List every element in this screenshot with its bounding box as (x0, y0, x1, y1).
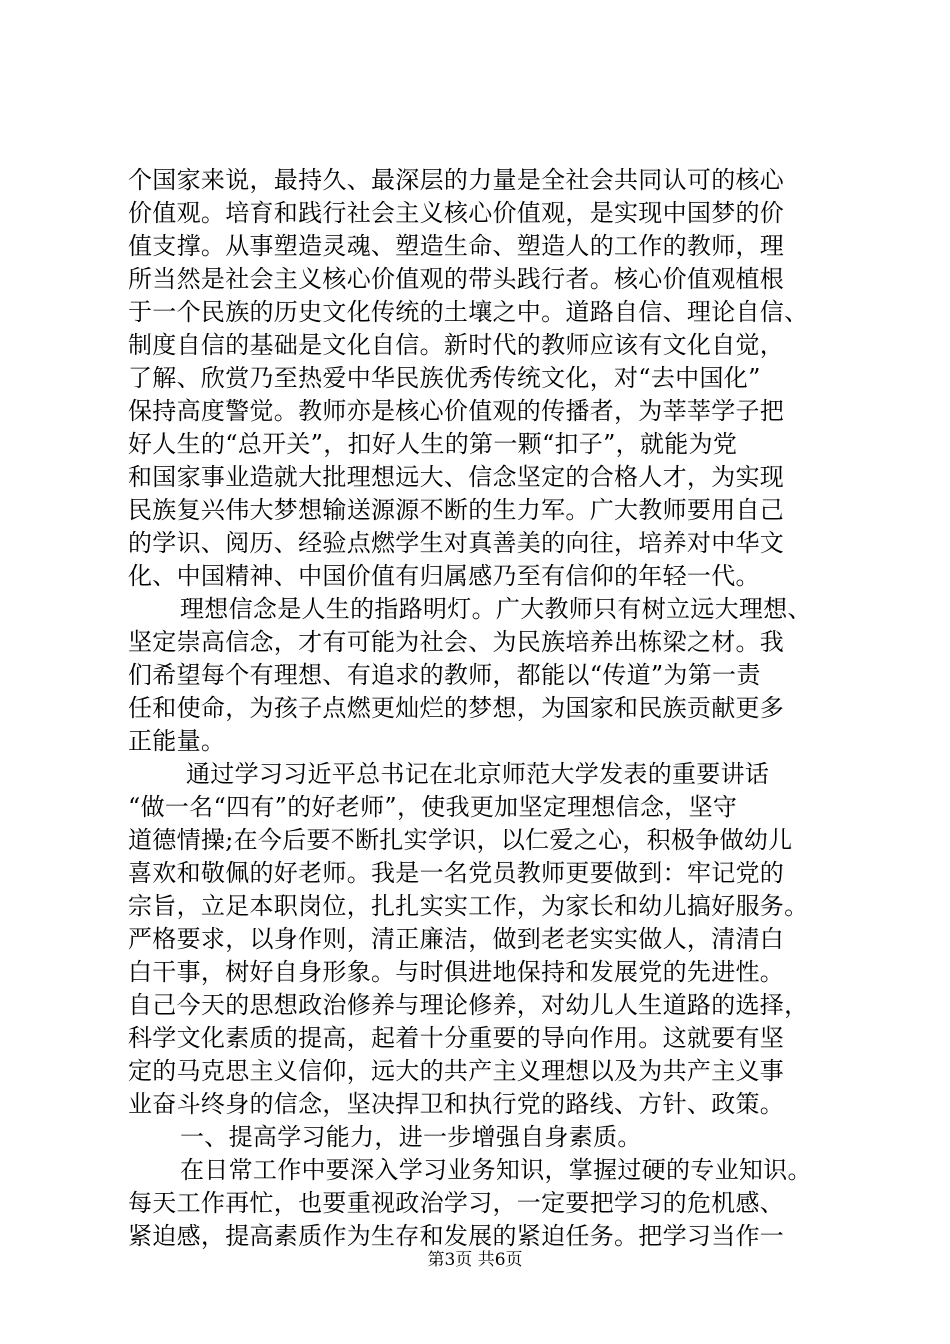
text-line: 价值观。培育和践行社会主义核心价值观，是实现中国梦的价 (128, 199, 785, 227)
text-line: 自己今天的思想政治修养与理论修养，对幼儿人生道路的选择， (128, 991, 809, 1019)
text-line: 一、提高学习能力，进一步增强自身素质。 (180, 1123, 642, 1151)
text-line: 宗旨，立足本职岗位，扎扎实实工作，为家长和幼儿搞好服务。 (128, 892, 809, 920)
text-line: 个国家来说，最持久、最深层的力量是全社会共同认可的核心 (128, 166, 785, 194)
text-line: 道德情操;在今后要不断扎实学识，以仁爱之心，积极争做幼儿 (128, 826, 793, 854)
text-line: 任和使命，为孩子点燃更灿烂的梦想，为国家和民族贡献更多 (128, 694, 785, 722)
text-line: 每天工作再忙，也要重视政治学习，一定要把学习的危机感、 (128, 1189, 785, 1217)
text-line: 在日常工作中要深入学习业务知识，掌握过硬的专业知识。 (180, 1156, 812, 1184)
text-line: 理想信念是人生的指路明灯。广大教师只有树立远大理想、 (180, 595, 812, 623)
text-line: 白干事，树好自身形象。与时俱进地保持和发展党的先进性。 (128, 958, 785, 986)
text-line: 制度自信的基础是文化自信。新时代的教师应该有文化自觉， (128, 331, 785, 359)
text-line: 了解、欣赏乃至热爱中华民族优秀传统文化，对“去中国化” (128, 364, 761, 392)
paragraph (128, 164, 828, 593)
text-line: 业奋斗终身的信念，坚决捍卫和执行党的路线、方针、政策。 (128, 1090, 785, 1118)
text-line: 值支撑。从事塑造灵魂、塑造生命、塑造人的工作的教师，理 (128, 232, 785, 260)
text-line: 保持高度警觉。教师亦是核心价值观的传播者，为莘莘学子把 (128, 397, 785, 425)
paragraph (128, 1121, 828, 1154)
text-line: 的学识、阅历、经验点燃学生对真善美的向往，培养对中华文 (128, 529, 785, 557)
text-line: 于一个民族的历史文化传统的土壤之中。道路自信、理论自信、 (128, 298, 809, 326)
text-line: “做一名“四有”的好老师”，使我更加坚定理想信念，坚守 (128, 793, 738, 821)
text-line: 科学文化素质的提高，起着十分重要的导向作用。这就要有坚 (128, 1024, 785, 1052)
text-line: 定的马克思主义信仰，远大的共产主义理想以及为共产主义事 (128, 1057, 785, 1085)
text-line: 紧迫感，提高素质作为生存和发展的紧迫任务。把学习当作一 (128, 1222, 785, 1250)
text-line: 喜欢和敬佩的好老师。我是一名党员教师更要做到：牢记党的 (128, 859, 785, 887)
paragraph (128, 593, 828, 758)
text-line: 好人生的“总开关”，扣好人生的第一颗“扣子”，就能为党 (128, 430, 738, 458)
text-line: 正能量。 (128, 727, 226, 755)
page-footer: 第3页 共6页 (427, 1250, 523, 1270)
text-line: 民族复兴伟大梦想输送源源不断的生力军。广大教师要用自己 (128, 496, 785, 524)
paragraph (128, 758, 828, 1121)
text-line: 化、中国精神、中国价值有归属感乃至有信仰的年轻一代。 (128, 562, 760, 590)
document-body (128, 164, 828, 1253)
text-line: 通过学习习近平总书记在北京师范大学发表的重要讲话 (186, 760, 770, 788)
paragraph (128, 1154, 828, 1253)
text-line: 坚定崇高信念，才有可能为社会、为民族培养出栋梁之材。我 (128, 628, 785, 656)
text-line: 所当然是社会主义核心价值观的带头践行者。核心价值观植根 (128, 265, 785, 293)
text-line: 们希望每个有理想、有追求的教师，都能以“传道”为第一责 (128, 661, 761, 689)
text-line: 和国家事业造就大批理想远大、信念坚定的合格人才，为实现 (128, 463, 785, 491)
text-line: 严格要求，以身作则，清正廉洁，做到老老实实做人，清清白 (128, 925, 785, 953)
